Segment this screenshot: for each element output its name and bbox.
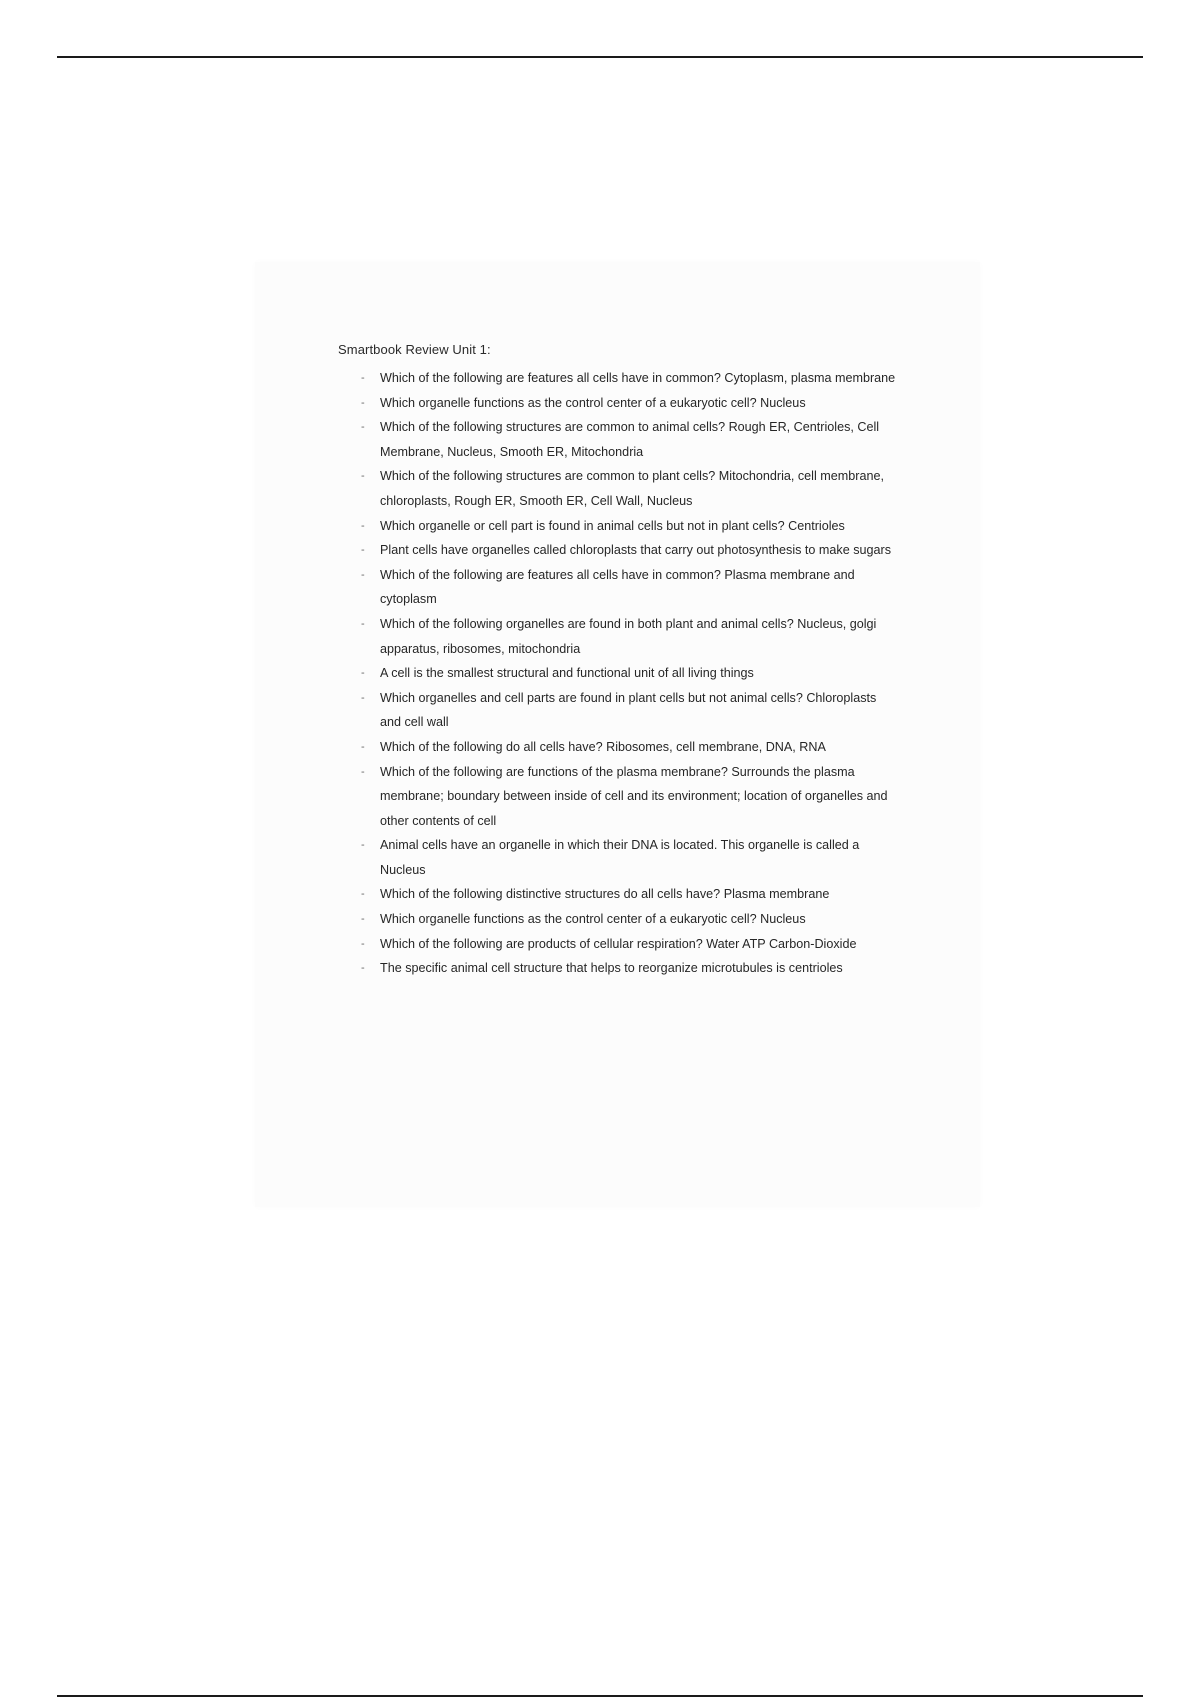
list-item [361, 833, 900, 882]
review-list [361, 366, 900, 981]
bullet-dash: - [361, 421, 365, 434]
bullet-dash: - [361, 396, 365, 409]
top-rule [57, 56, 1143, 58]
bullet-dash: - [361, 667, 365, 680]
list-item [361, 882, 900, 907]
bullet-dash: - [361, 765, 365, 778]
bullet-dash: - [361, 839, 365, 852]
list-item-text: Which organelle functions as the control center of a eukaryotic cell? Nucleus [380, 395, 806, 410]
list-item [361, 415, 900, 464]
bullet-dash: - [361, 568, 365, 581]
list-item [361, 612, 900, 661]
list-item-text: Which of the following are products of cellular respiration? Water ATP Carbon-Dioxide [380, 936, 857, 951]
bullet-dash: - [361, 691, 365, 704]
list-item-text: The specific animal cell structure that helps to reorganize microtubules is centrioles [380, 961, 843, 976]
bottom-rule [57, 1695, 1143, 1697]
bullet-dash: - [361, 913, 365, 926]
list-item [361, 932, 900, 957]
document-title: Smartbook Review Unit 1: [338, 342, 491, 357]
bullet-dash: - [361, 544, 365, 557]
list-item [361, 464, 900, 513]
list-item [361, 907, 900, 932]
list-item-text: Which of the following structures are common to plant cells? Mitochondria, cell membrane, chloroplasts, Rough ER, Smooth ER, Cell Wall, Nucleus [380, 469, 884, 508]
bullet-dash: - [361, 888, 365, 901]
list-item-text: Animal cells have an organelle in which their DNA is located. This organelle is called a Nucleus [380, 838, 860, 877]
bullet-dash: - [361, 962, 365, 975]
list-item [361, 956, 900, 981]
list-item-text: Which organelle functions as the control center of a eukaryotic cell? Nucleus [380, 912, 806, 927]
list-item-text: Which of the following are features all cells have in common? Plasma membrane and cytoplasm [380, 567, 855, 607]
list-item [361, 538, 900, 563]
list-item-text: Which of the following do all cells have? Ribosomes, cell membrane, DNA, RNA [380, 739, 826, 754]
list-item-text: Which of the following are features all cells have in common? Cytoplasm, plasma membrane [380, 371, 896, 385]
document-image [255, 262, 980, 1207]
list-item-text: Which organelles and cell parts are found in plant cells but not animal cells? Chloroplasts and cell wall [380, 690, 877, 730]
list-item [361, 563, 900, 612]
list-item-text: Which organelle or cell part is found in animal cells but not in plant cells? Centrioles [380, 518, 845, 533]
list-item [361, 760, 900, 834]
list-item [361, 661, 900, 686]
list-item [361, 735, 900, 760]
list-item [361, 391, 900, 416]
list-item-text: Which of the following are functions of the plasma membrane? Surrounds the plasma membrane; boundary between inside of cell and its environment; location of organelles and other contents of cell [380, 764, 888, 828]
bullet-dash: - [361, 617, 365, 630]
bullet-dash: - [361, 740, 365, 753]
list-item-text: Which of the following structures are common to animal cells? Rough ER, Centrioles, Cell Membrane, Nucleus, Smooth ER, Mitochondria [380, 420, 880, 459]
bullet-dash: - [361, 470, 365, 483]
list-item-text: Which of the following distinctive structures do all cells have? Plasma membrane [380, 887, 830, 902]
list-item-text: Plant cells have organelles called chloroplasts that carry out photosynthesis to make sugars [380, 543, 892, 558]
list-item-text: Which of the following organelles are found in both plant and animal cells? Nucleus, golgi apparatus, ribosomes, mitochondria [380, 616, 877, 656]
bullet-dash: - [361, 372, 365, 384]
list-item [361, 366, 900, 391]
bullet-dash: - [361, 519, 365, 532]
list-item [361, 514, 900, 539]
bullet-dash: - [361, 937, 365, 950]
list-item [361, 686, 900, 735]
list-item-text: A cell is the smallest structural and functional unit of all living things [380, 666, 754, 681]
